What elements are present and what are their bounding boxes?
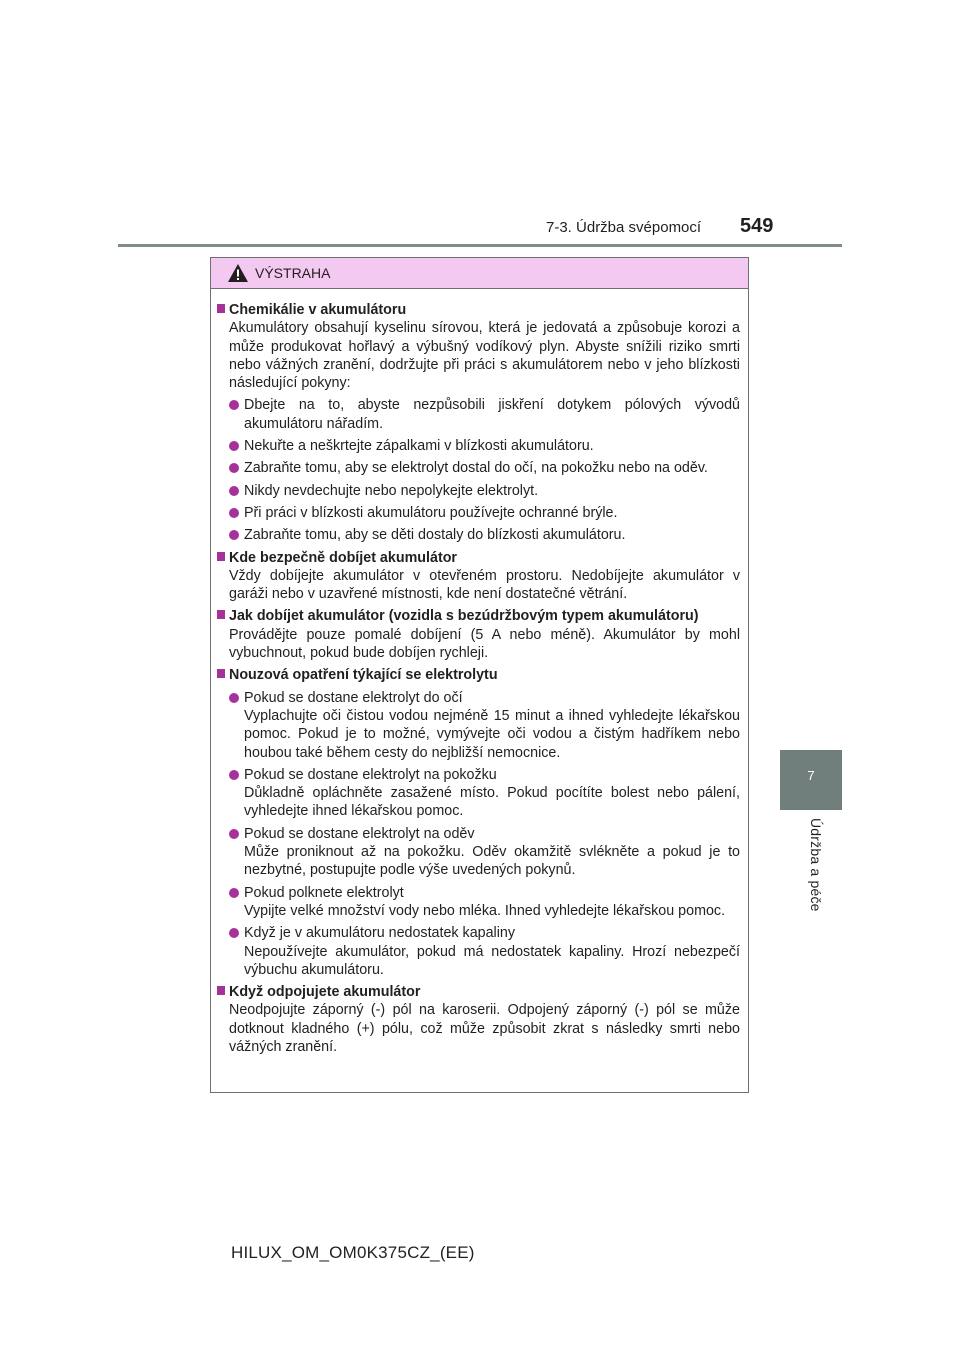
list-item	[229, 884, 740, 921]
circle-bullet-icon	[229, 928, 239, 938]
warning-body	[211, 289, 748, 1056]
circle-bullet-icon	[229, 441, 239, 451]
list-item-title: Pokud se dostane elektrolyt na oděv	[244, 825, 475, 842]
square-bullet-icon	[217, 669, 225, 678]
section-emergency	[217, 666, 740, 979]
chapter-tab	[780, 750, 842, 810]
list-item-text: Nepoužívejte akumulátor, pokud má nedostatek kapaliny. Hrozí nebezpečí výbuchu akumulátoru.	[244, 943, 740, 978]
section-heading: Když odpojujete akumulátor	[217, 983, 740, 1001]
list-item-title: Když je v akumulátoru nedostatek kapaliny	[244, 925, 515, 942]
circle-bullet-icon	[229, 888, 239, 898]
list-item	[229, 924, 740, 979]
list-item-text: Vyplachujte oči čistou vodou nejméně 15 minut a ihned vyhledejte lékařskou pomoc. Pokud je to možné, vymývejte oči vodou a čistým hadříkem nebo houbou také během cesty do nejbližší nemocnice.	[244, 707, 740, 761]
list-item	[229, 689, 740, 762]
header-rule	[118, 244, 842, 247]
circle-bullet-icon	[229, 770, 239, 780]
section-text: Akumulátory obsahují kyselinu sírovou, která je jedovatá a způsobuje korozi a může produkovat hořlavý a výbušný vodíkový plyn. Abyste snížili riziko smrti nebo vážných zranění, dodržujte při práci s akumulátorem nebo v jeho blízkosti následující pokyny:	[229, 320, 740, 392]
warning-header	[211, 258, 748, 289]
circle-bullet-icon	[229, 400, 239, 410]
list-item-title: Pokud se dostane elektrolyt na pokožku	[244, 766, 497, 783]
section-text: Vždy dobíjejte akumulátor v otevřeném prostoru. Nedobíjejte akumulátor v garáži nebo v uzavřené místnosti, kde není dostatečné větrání.	[229, 567, 740, 603]
section-text: Neodpojujte záporný (-) pól na karoserii. Odpojený záporný (-) pól se může dotknout kladného (+) pólu, což může způsobit zkrat s následky smrti nebo vážných zranění.	[229, 1002, 740, 1055]
square-bullet-icon	[217, 552, 225, 561]
section-text: Provádějte pouze pomalé dobíjení (5 A nebo méně). Akumulátor by mohl vybuchnout, pokud bude dobíjen rychleji.	[229, 626, 740, 662]
section-heading: Kde bezpečně dobíjet akumulátor	[217, 549, 740, 567]
list-item-title: Pokud polknete elektrolyt	[244, 884, 404, 901]
circle-bullet-icon	[229, 508, 239, 518]
list-item: Dbejte na to, abyste nezpůsobili jiskření dotykem pólových vývodů akumulátoru nářadím.	[229, 396, 740, 433]
list-item: Zabraňte tomu, aby se elektrolyt dostal do očí, na pokožku nebo na oděv.	[229, 459, 740, 477]
page-number: 549	[740, 215, 774, 237]
warning-box	[210, 257, 749, 1093]
section-heading: Chemikálie v akumulátoru	[217, 301, 740, 319]
section-how-to-charge	[217, 607, 740, 662]
circle-bullet-icon	[229, 530, 239, 540]
section-heading: Nouzová opatření týkající se elektrolytu	[217, 666, 740, 684]
section-heading: Jak dobíjet akumulátor (vozidla s bezúdržbovým typem akumulátoru)	[217, 607, 740, 625]
square-bullet-icon	[217, 986, 225, 995]
list-item-title: Pokud se dostane elektrolyt do očí	[244, 689, 463, 706]
square-bullet-icon	[217, 610, 225, 619]
circle-bullet-icon	[229, 829, 239, 839]
circle-bullet-icon	[229, 463, 239, 473]
list-item: Při práci v blízkosti akumulátoru používejte ochranné brýle.	[229, 504, 740, 522]
chapter-label: Údržba a péče	[808, 818, 824, 912]
warning-title: VÝSTRAHA	[255, 265, 331, 281]
list-item	[229, 825, 740, 880]
list-item-text: Může proniknout až na pokožku. Oděv okamžitě svlékněte a pokud je to nezbytné, postupujte podle výše uvedených pokynů.	[244, 844, 740, 879]
chapter-number: 7	[807, 768, 815, 783]
footer-document-code: HILUX_OM_OM0K375CZ_(EE)	[231, 1243, 475, 1262]
warning-triangle-icon	[227, 263, 249, 283]
list-item-text: Vypijte velké množství vody nebo mléka. Ihned vyhledejte lékařskou pomoc.	[244, 902, 726, 919]
section-chemicals	[217, 301, 740, 545]
section-disconnecting	[217, 983, 740, 1056]
header-section-title: 7-3. Údržba svépomocí	[546, 219, 702, 236]
list-item: Zabraňte tomu, aby se děti dostaly do blízkosti akumulátoru.	[229, 526, 740, 544]
section-where-to-charge	[217, 549, 740, 604]
list-item: Nekuřte a neškrtejte zápalkami v blízkosti akumulátoru.	[229, 437, 740, 455]
list-item	[229, 766, 740, 821]
list-item: Nikdy nevdechujte nebo nepolykejte elektrolyt.	[229, 482, 740, 500]
list-item-text: Důkladně opláchněte zasažené místo. Pokud pocítíte bolest nebo pálení, vyhledejte ihned lékařskou pomoc.	[244, 785, 740, 820]
circle-bullet-icon	[229, 486, 239, 496]
square-bullet-icon	[217, 304, 225, 313]
circle-bullet-icon	[229, 693, 239, 703]
